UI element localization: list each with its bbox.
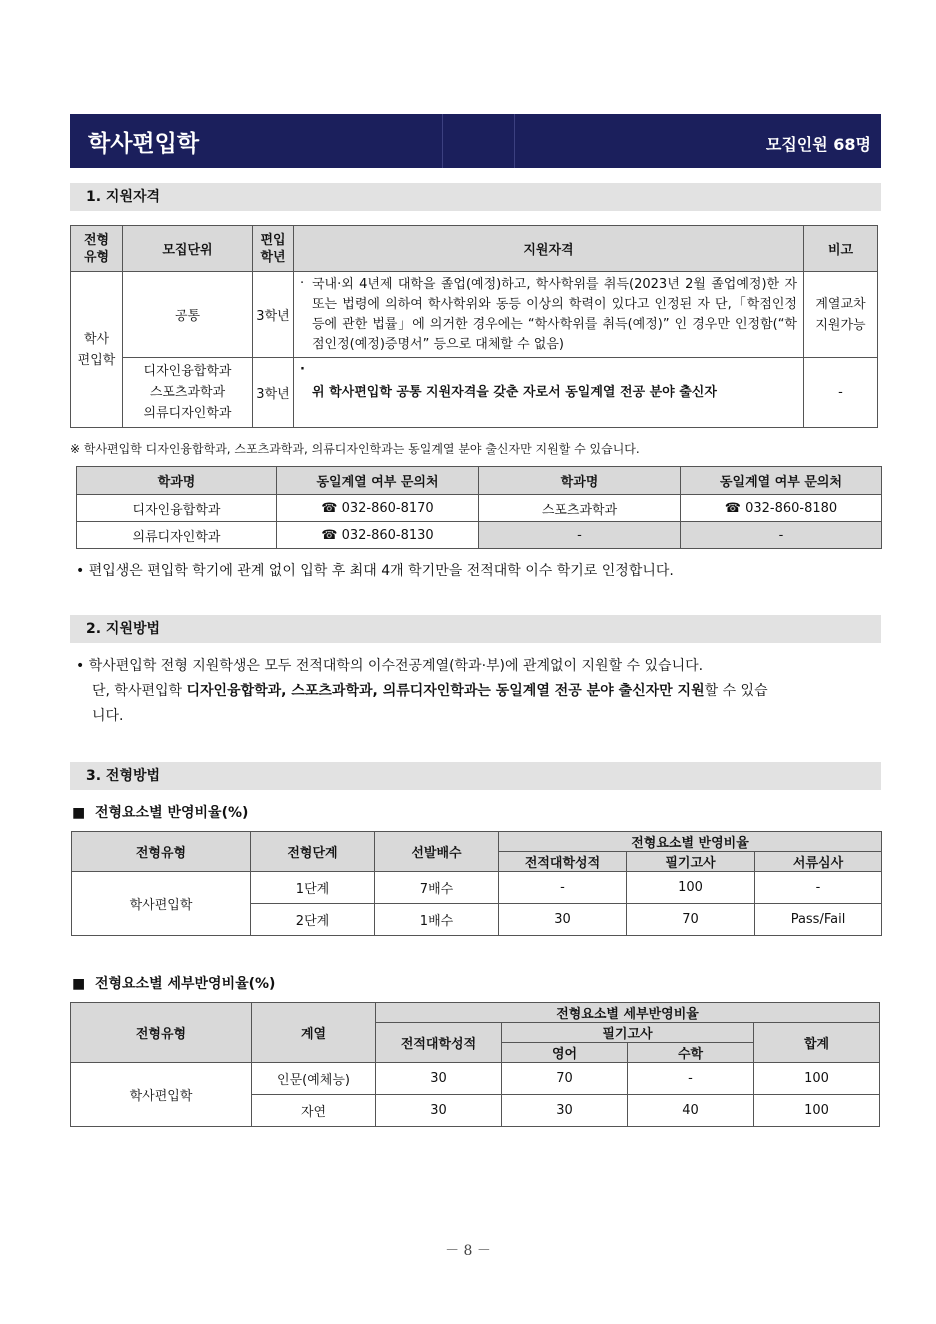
contact-table — [76, 466, 882, 549]
cell-qualification: · 국내·외 4년제 대학을 졸업(예정)하고, 학사학위를 취득(2023년 2월 졸업예정)한 자 또는 법령에 의하여 학사학위와 동등 이상의 학력이 있다고 인정된 자 단,「학점인정 등에 관한 법률」에 의거한 경우에는 “학사학위를 취득(예정)” 인 경우만 인정함(“학점인정(예정)증명서” 등으로 대체할 수 없음) — [294, 272, 804, 358]
table-row — [77, 522, 882, 549]
table-row — [71, 1063, 880, 1095]
cell-type: 학사편입학 — [72, 872, 251, 936]
cell-phone: ☎ 032-860-8180 — [681, 495, 882, 522]
cell-value: - — [755, 872, 882, 904]
header-type: 전형유형 — [72, 832, 251, 872]
page-number: － 8 － — [445, 1243, 491, 1259]
cell-value: Pass/Fail — [755, 904, 882, 936]
cell-type: 학사편입학 — [71, 1063, 252, 1127]
cell-value: 100 — [754, 1063, 880, 1095]
cell-value: 100 — [627, 872, 755, 904]
cell-type: 학사 편입학 — [71, 272, 123, 428]
header-stage: 전형단계 — [251, 832, 375, 872]
header-grade: 편입 학년 — [253, 226, 294, 272]
header-dept: 학과명 — [77, 467, 277, 495]
footnote: ※ 학사편입학 디자인융합학과, 스포츠과학과, 의류디자인학과는 동일계열 분야 출신자만 지원할 수 있습니다. — [70, 442, 640, 456]
header-english: 영어 — [502, 1043, 628, 1063]
cell-value: 30 — [376, 1063, 502, 1095]
table-row — [72, 872, 882, 904]
cell-value: 100 — [754, 1095, 880, 1127]
header-note: 비고 — [804, 226, 878, 272]
ratio-table — [71, 831, 882, 936]
header-contact: 동일계열 여부 문의처 — [277, 467, 479, 495]
cell-unit: 공통 — [123, 272, 253, 358]
banner-divider — [442, 114, 443, 168]
header-type: 전형 유형 — [71, 226, 123, 272]
banner-title: 학사편입학 — [88, 131, 200, 157]
cell-dept: - — [479, 522, 681, 549]
header-total: 합계 — [754, 1023, 880, 1063]
page-banner — [70, 114, 881, 168]
cell-value: - — [499, 872, 627, 904]
header-type: 전형유형 — [71, 1003, 252, 1063]
cell-note: - — [804, 358, 878, 428]
cell-value: 30 — [499, 904, 627, 936]
cell-value: - — [628, 1063, 754, 1095]
bullet-note: • 편입생은 편입학 학기에 관계 없이 입학 후 최대 4개 학기만을 전적대학 이수 학기로 인정합니다. — [76, 563, 674, 579]
header-math: 수학 — [628, 1043, 754, 1063]
cell-value: 40 — [628, 1095, 754, 1127]
cell-value: 70 — [502, 1063, 628, 1095]
cell-dept: 스포츠과학과 — [479, 495, 681, 522]
header-written-exam: 필기고사 — [627, 852, 755, 872]
cell-value: 30 — [502, 1095, 628, 1127]
header-group: 전형요소별 반영비율 — [499, 832, 882, 852]
cell-unit: 디자인융합학과 스포츠과학과 의류디자인학과 — [123, 358, 253, 428]
banner-divider — [514, 114, 515, 168]
cell-note: 계열교차 지원가능 — [804, 272, 878, 358]
header-dept: 학과명 — [479, 467, 681, 495]
section-header: 1. 지원자격 — [70, 183, 881, 211]
cell-field: 인문(예체능) — [252, 1063, 376, 1095]
cell-stage: 2단계 — [251, 904, 375, 936]
cell-multiple: 1배수 — [375, 904, 499, 936]
header-group: 전형요소별 세부반영비율 — [376, 1003, 880, 1023]
header-written-exam: 필기고사 — [502, 1023, 754, 1043]
cell-field: 자연 — [252, 1095, 376, 1127]
subheading: ■ 전형요소별 반영비율(%) — [72, 805, 249, 821]
section-header: 2. 지원방법 — [70, 615, 881, 643]
table-row — [77, 495, 882, 522]
header-unit: 모집단위 — [123, 226, 253, 272]
cell-phone: - — [681, 522, 882, 549]
header-contact: 동일계열 여부 문의처 — [681, 467, 882, 495]
header-field: 계열 — [252, 1003, 376, 1063]
header-qualification: 지원자격 — [294, 226, 804, 272]
cell-phone: ☎ 032-860-8130 — [277, 522, 479, 549]
method-paragraph: • 학사편입학 전형 지원학생은 모두 전적대학의 이수전공계열(학과·부)에 관계없이 지원할 수 있습니다. 단, 학사편입학 디자인융합학과, 스포츠과학과, 의류디자인학과는 동일계열 전공 분야 출신자만 지원할 수 있습 니다. — [76, 658, 768, 724]
cell-phone: ☎ 032-860-8170 — [277, 495, 479, 522]
cell-dept: 의류디자인학과 — [77, 522, 277, 549]
header-prev-grades: 전적대학성적 — [376, 1023, 502, 1063]
cell-value: 30 — [376, 1095, 502, 1127]
cell-grade: 3학년 — [253, 272, 294, 358]
section-header: 3. 전형방법 — [70, 762, 881, 790]
cell-grade: 3학년 — [253, 358, 294, 428]
qualification-table — [70, 225, 878, 428]
cell-multiple: 7배수 — [375, 872, 499, 904]
header-multiple: 선발배수 — [375, 832, 499, 872]
cell-qualification: · 위 학사편입학 공통 지원자격을 갖춘 자로서 동일계열 전공 분야 출신자 — [294, 358, 804, 428]
cell-dept: 디자인융합학과 — [77, 495, 277, 522]
banner-quota: 모집인원 68명 — [765, 135, 871, 154]
header-prev-grades: 전적대학성적 — [499, 852, 627, 872]
subheading: ■ 전형요소별 세부반영비율(%) — [72, 976, 276, 992]
cell-value: 70 — [627, 904, 755, 936]
detail-ratio-table — [70, 1002, 880, 1127]
header-documents: 서류심사 — [755, 852, 882, 872]
cell-stage: 1단계 — [251, 872, 375, 904]
